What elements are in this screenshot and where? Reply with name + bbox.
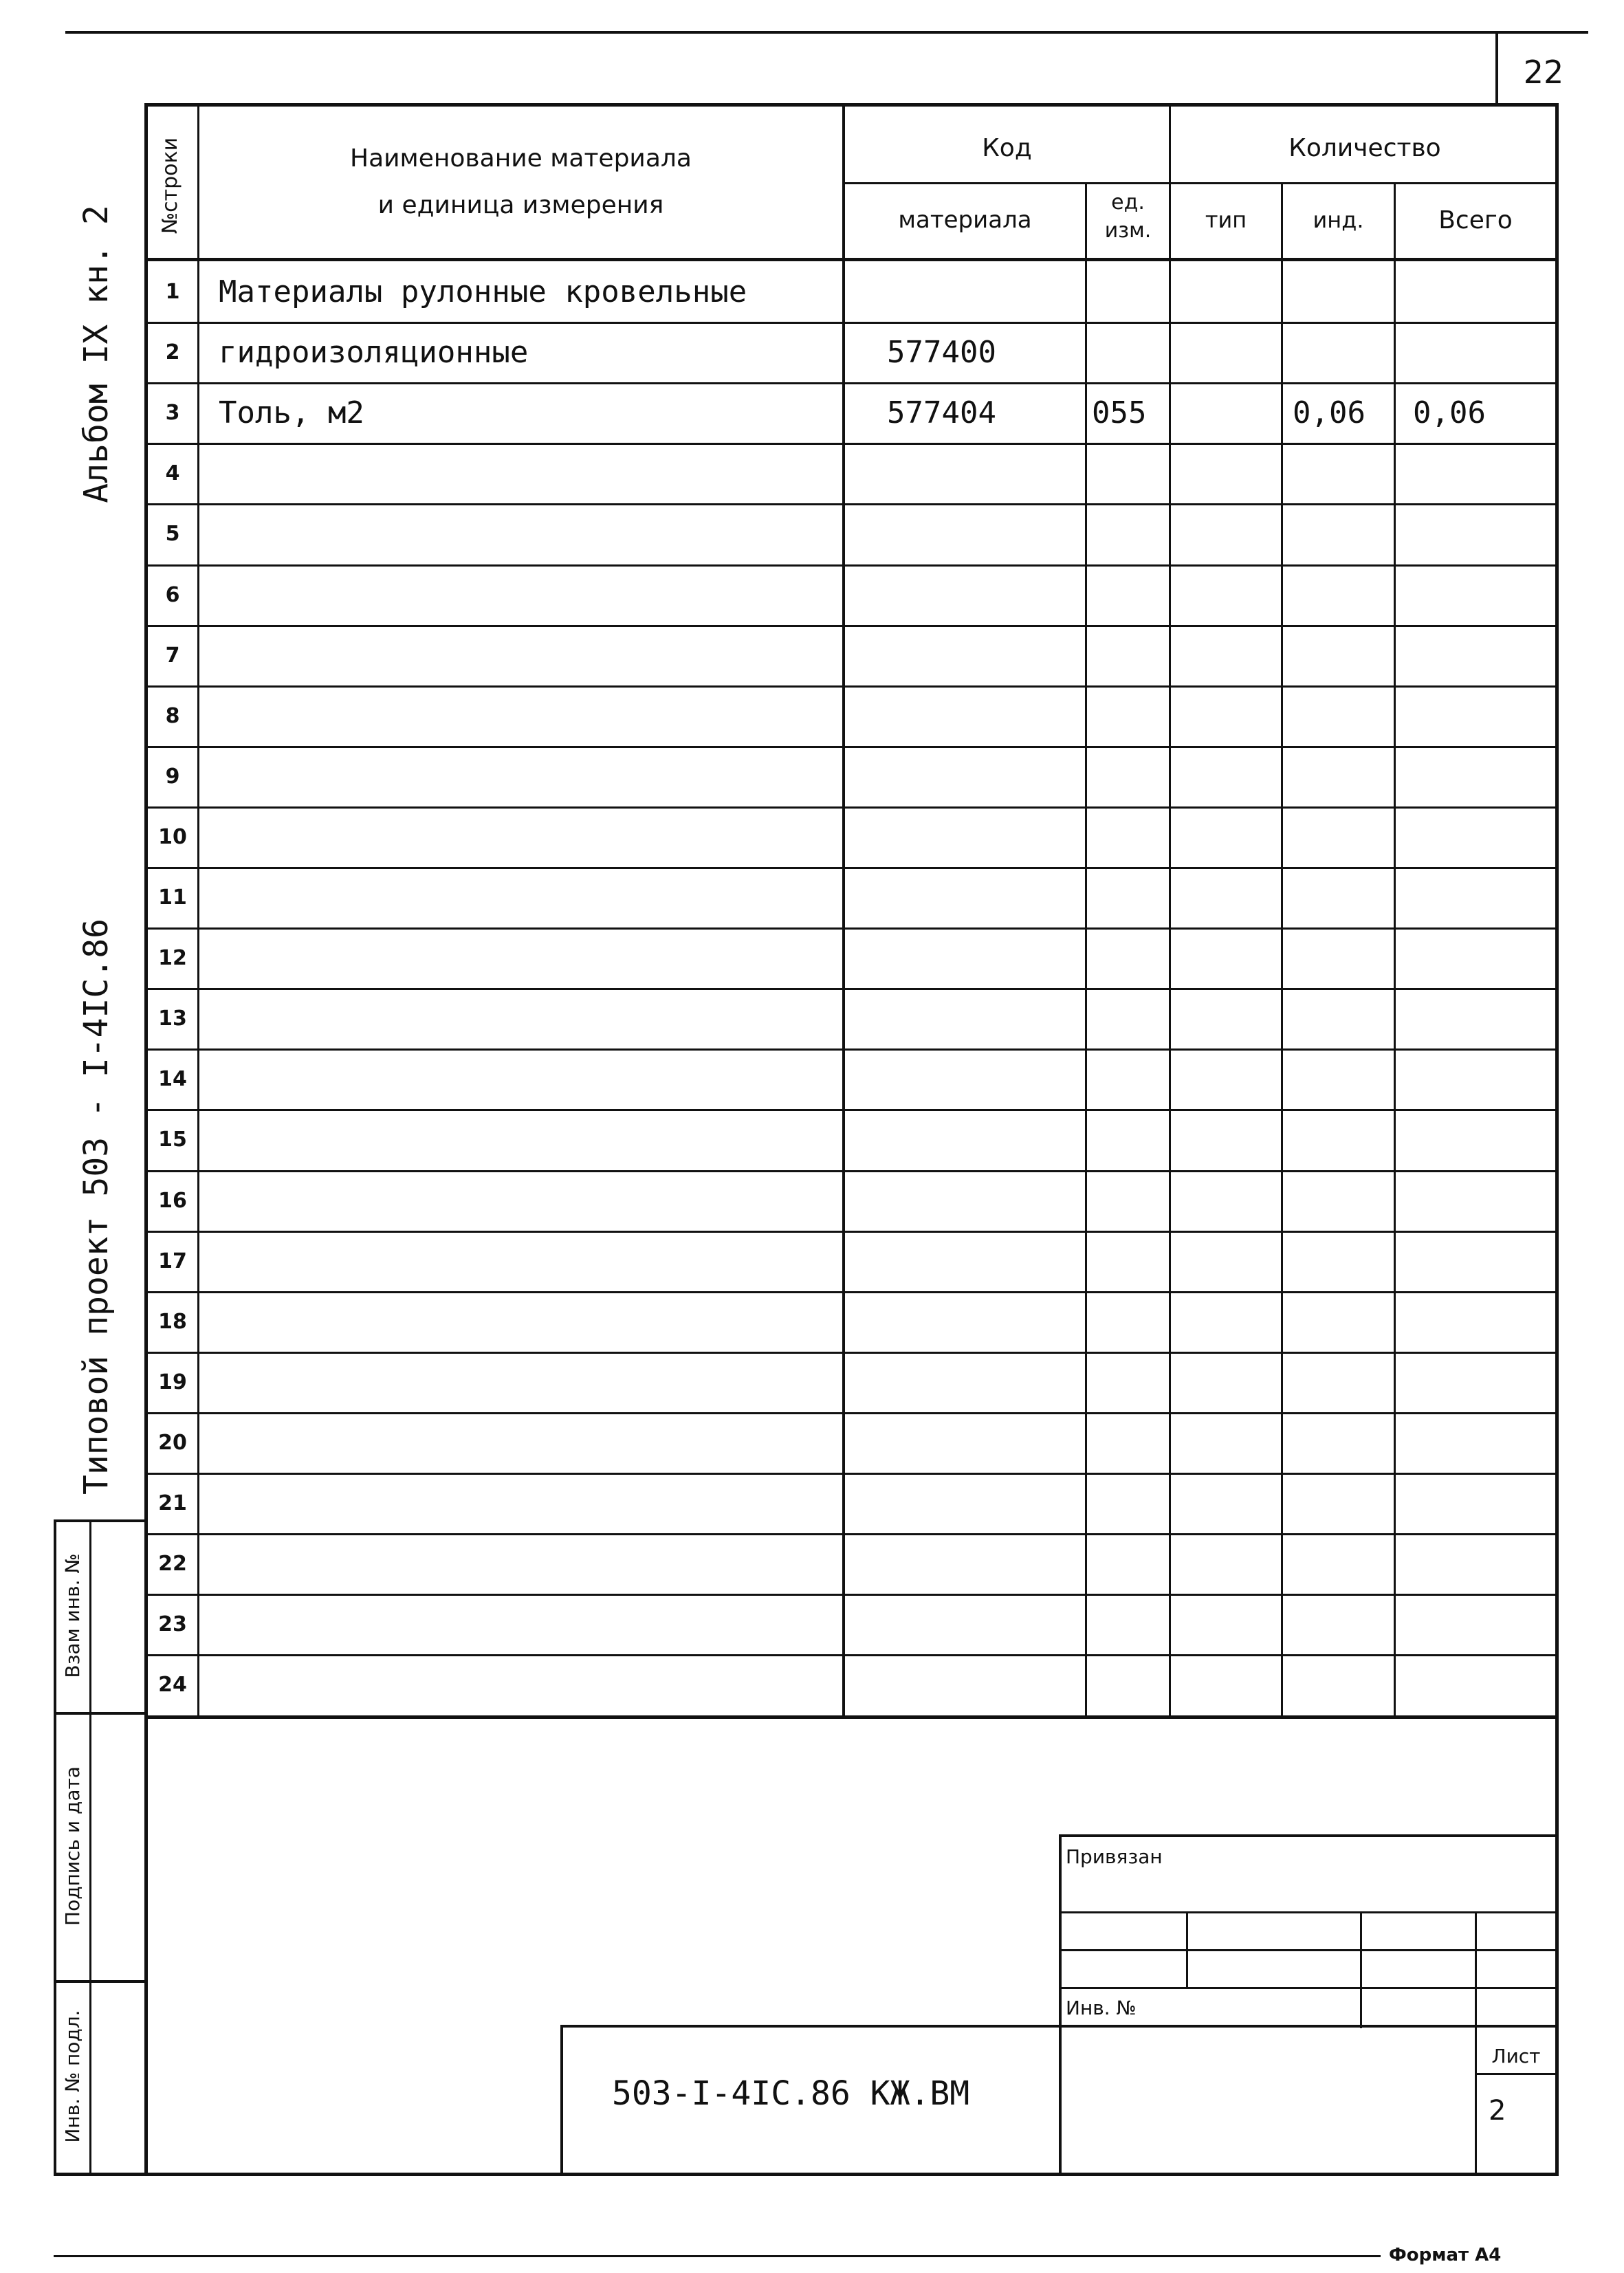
col-line-2: [842, 103, 845, 1719]
row-code: [887, 1170, 1085, 1231]
list-label: Лист: [1491, 2045, 1541, 2067]
row-tip: [1171, 806, 1281, 867]
row-code: [887, 867, 1085, 927]
row-code: [887, 625, 1085, 685]
col-line-6: [1394, 182, 1396, 1719]
row-tip: [1171, 1352, 1281, 1412]
row-ind: [1293, 806, 1394, 867]
row-name: Толь, м2: [219, 395, 364, 430]
row-number: 14: [158, 1066, 187, 1091]
row-code: [887, 746, 1085, 806]
row-code: [887, 927, 1085, 988]
row-ind: [1293, 503, 1394, 564]
row-name: [219, 1048, 837, 1109]
row-name: [219, 1170, 837, 1231]
row-unit: [1092, 1170, 1169, 1231]
row-tip: [1171, 1291, 1281, 1352]
row-number: 9: [165, 764, 180, 789]
row-tip: [1171, 927, 1281, 988]
row-total: [1413, 1048, 1555, 1109]
row-number: 21: [158, 1491, 187, 1515]
doc-code: 503-I-4IC.86 КЖ.ВМ: [612, 2074, 970, 2113]
row-number: 2: [165, 340, 180, 364]
row-ind: [1293, 1594, 1394, 1654]
row-ind: [1293, 1048, 1394, 1109]
col-line-1: [197, 103, 199, 1719]
format-label: Формат А4: [1389, 2245, 1502, 2265]
row-tip: [1171, 1473, 1281, 1533]
col-line-5: [1281, 182, 1283, 1719]
row-name: [219, 806, 837, 867]
row-ind: [1293, 1231, 1394, 1291]
row-tip: [1171, 1594, 1281, 1654]
row-code: [887, 1352, 1085, 1412]
row-ind: [1293, 261, 1394, 322]
row-code: [887, 1533, 1085, 1594]
row-total: 0,06: [1413, 395, 1486, 430]
header-name-line2: и единица измерения: [377, 190, 664, 219]
row-unit: [1092, 1533, 1169, 1594]
row-code: [887, 1412, 1085, 1473]
row-tip: [1171, 1654, 1281, 1715]
row-code: 577400: [887, 334, 996, 370]
row-total: [1413, 1594, 1555, 1654]
header-mid: [842, 182, 1559, 184]
row-ind: [1293, 1654, 1394, 1715]
row-name: [219, 1473, 837, 1533]
row-unit: [1092, 685, 1169, 746]
row-total: [1413, 1654, 1555, 1715]
row-ind: [1293, 927, 1394, 988]
row-total: [1413, 1473, 1555, 1533]
row-unit: [1092, 1048, 1169, 1109]
row-unit: [1092, 322, 1169, 382]
row-number: 8: [165, 703, 180, 728]
stamp-podpis: Подпись и дата: [61, 1766, 84, 1926]
row-code: [887, 806, 1085, 867]
row-number: 13: [158, 1006, 187, 1031]
row-name: [219, 443, 837, 503]
tb-line-1: [1059, 1911, 1559, 1913]
row-tip: [1171, 867, 1281, 927]
row-code: 577404: [887, 395, 996, 430]
list-divider: [1475, 2073, 1559, 2075]
row-total: [1413, 322, 1555, 382]
row-unit: [1092, 625, 1169, 685]
row-tip: [1171, 746, 1281, 806]
stamp-left: [54, 1519, 56, 2176]
stamp-inner: [89, 1519, 91, 2176]
stamp-line-2: [54, 1712, 146, 1715]
header-ed-line2: изм.: [1104, 219, 1152, 243]
tb-top: [1059, 1834, 1559, 1837]
header-vsego: Всего: [1438, 206, 1513, 234]
header-row-no: №строки: [157, 137, 182, 234]
row-number: 3: [165, 400, 180, 425]
row-unit: [1092, 1594, 1169, 1654]
row-name: [219, 988, 837, 1048]
tb-inv-no: Инв. №: [1066, 1996, 1137, 2019]
page-number: 22: [1523, 54, 1564, 91]
row-unit: [1092, 1412, 1169, 1473]
row-name: [219, 1291, 837, 1352]
row-number: 18: [158, 1309, 187, 1334]
row-unit: [1092, 1291, 1169, 1352]
row-ind: [1293, 1170, 1394, 1231]
row-tip: [1171, 685, 1281, 746]
row-total: [1413, 1412, 1555, 1473]
row-unit: [1092, 1109, 1169, 1170]
tb-col-2: [1360, 1911, 1362, 2028]
row-number: 23: [158, 1612, 187, 1636]
row-code: [887, 261, 1085, 322]
row-unit: 055: [1092, 395, 1147, 430]
row-name: гидроизоляционные: [219, 334, 529, 370]
frame-right: [1555, 103, 1559, 2176]
row-unit: [1092, 867, 1169, 927]
stamp-inv-podl: Инв. № подл.: [61, 2010, 84, 2143]
row-code: [887, 685, 1085, 746]
doc-left: [560, 2025, 563, 2176]
table-bottom: [144, 1715, 1559, 1719]
row-ind: [1293, 1533, 1394, 1594]
row-number: 4: [165, 461, 180, 485]
row-number: 24: [158, 1672, 187, 1697]
row-name: [219, 1533, 837, 1594]
row-tip: [1171, 443, 1281, 503]
side-album: Альбом IX кн. 2: [77, 205, 116, 503]
row-ind: [1293, 1412, 1394, 1473]
row-tip: [1171, 503, 1281, 564]
tb-line-2: [1059, 1949, 1559, 1951]
row-total: [1413, 564, 1555, 625]
row-number: 7: [165, 643, 180, 668]
stamp-vzam: Взам инв. №: [61, 1553, 84, 1678]
row-unit: [1092, 443, 1169, 503]
row-number: 12: [158, 945, 187, 970]
row-ind: [1293, 443, 1394, 503]
row-tip: [1171, 988, 1281, 1048]
row-code: [887, 1291, 1085, 1352]
side-project: Типовой проект 503 - I-4IC.86: [77, 918, 116, 1495]
row-total: [1413, 988, 1555, 1048]
row-total: [1413, 685, 1555, 746]
tb-privyazan: Привязан: [1066, 1845, 1163, 1868]
row-name: [219, 1231, 837, 1291]
row-number: 22: [158, 1551, 187, 1576]
row-total: [1413, 806, 1555, 867]
row-name: [219, 564, 837, 625]
row-code: [887, 1594, 1085, 1654]
row-code: [887, 1654, 1085, 1715]
row-number: 19: [158, 1370, 187, 1394]
row-number: 20: [158, 1430, 187, 1455]
row-unit: [1092, 564, 1169, 625]
tb-line-3: [1059, 1987, 1559, 1989]
row-code: [887, 1473, 1085, 1533]
row-tip: [1171, 625, 1281, 685]
row-number: 5: [165, 521, 180, 546]
doc-top: [560, 2025, 1559, 2028]
row-code: [887, 503, 1085, 564]
frame-top: [144, 103, 1559, 107]
row-total: [1413, 1291, 1555, 1352]
row-number: 11: [158, 885, 187, 910]
row-number: 10: [158, 824, 187, 849]
row-unit: [1092, 1473, 1169, 1533]
row-ind: [1293, 867, 1394, 927]
row-total: [1413, 443, 1555, 503]
row-tip: [1171, 261, 1281, 322]
header-tip: тип: [1205, 207, 1247, 233]
row-code: [887, 988, 1085, 1048]
bottom-line: [54, 2255, 1381, 2257]
row-number: 15: [158, 1127, 187, 1152]
row-total: [1413, 1109, 1555, 1170]
row-tip: [1171, 1170, 1281, 1231]
row-code: [887, 1109, 1085, 1170]
row-name: [219, 625, 837, 685]
row-name: [219, 1109, 837, 1170]
row-unit: [1092, 746, 1169, 806]
row-number: 6: [165, 582, 180, 607]
row-total: [1413, 927, 1555, 988]
col-line-3: [1085, 182, 1087, 1719]
row-code: [887, 1231, 1085, 1291]
row-total: [1413, 503, 1555, 564]
header-ind: инд.: [1313, 207, 1364, 233]
row-tip: [1171, 1109, 1281, 1170]
list-value: 2: [1489, 2095, 1506, 2127]
row-unit: [1092, 1654, 1169, 1715]
header-kolichestvo: Количество: [1288, 133, 1441, 162]
row-unit: [1092, 261, 1169, 322]
row-unit: [1092, 988, 1169, 1048]
row-name: [219, 685, 837, 746]
row-name: [219, 1594, 837, 1654]
row-tip: [1171, 564, 1281, 625]
row-ind: [1293, 1352, 1394, 1412]
row-ind: [1293, 1109, 1394, 1170]
row-unit: [1092, 1352, 1169, 1412]
row-total: [1413, 1231, 1555, 1291]
page-number-box-left: [1495, 31, 1498, 107]
row-tip: [1171, 1048, 1281, 1109]
row-ind: [1293, 988, 1394, 1048]
row-name: [219, 746, 837, 806]
row-tip: [1171, 322, 1281, 382]
header-kod: Код: [982, 133, 1032, 162]
row-name: [219, 1412, 837, 1473]
row-code: [887, 564, 1085, 625]
row-unit: [1092, 927, 1169, 988]
frame-bottom: [54, 2173, 1559, 2176]
row-unit: [1092, 503, 1169, 564]
row-ind: [1293, 685, 1394, 746]
row-name: [219, 1654, 837, 1715]
row-total: [1413, 746, 1555, 806]
row-ind: [1293, 746, 1394, 806]
row-number: 1: [165, 279, 180, 304]
row-total: [1413, 625, 1555, 685]
row-tip: [1171, 1412, 1281, 1473]
row-name: [219, 503, 837, 564]
row-ind: 0,06: [1293, 395, 1365, 430]
header-name-line1: Наименование материала: [350, 144, 692, 173]
row-name: [219, 1352, 837, 1412]
row-ind: [1293, 625, 1394, 685]
row-total: [1413, 1170, 1555, 1231]
row-name: [219, 927, 837, 988]
row-total: [1413, 1352, 1555, 1412]
row-ind: [1293, 1291, 1394, 1352]
header-ed-line1: ед.: [1111, 190, 1145, 215]
row-number: 16: [158, 1188, 187, 1213]
row-name: [219, 867, 837, 927]
row-tip: [1171, 1533, 1281, 1594]
row-unit: [1092, 806, 1169, 867]
row-ind: [1293, 1473, 1394, 1533]
header-material: материала: [898, 206, 1032, 234]
top-border: [65, 31, 1588, 34]
row-tip: [1171, 382, 1281, 443]
row-tip: [1171, 1231, 1281, 1291]
row-total: [1413, 867, 1555, 927]
row-name: Материалы рулонные кровельные: [219, 274, 747, 309]
row-code: [887, 443, 1085, 503]
row-code: [887, 1048, 1085, 1109]
tb-col-1: [1186, 1911, 1188, 1988]
row-ind: [1293, 322, 1394, 382]
row-unit: [1092, 1231, 1169, 1291]
row-total: [1413, 261, 1555, 322]
row-number: 17: [158, 1249, 187, 1273]
row-total: [1413, 1533, 1555, 1594]
row-ind: [1293, 564, 1394, 625]
